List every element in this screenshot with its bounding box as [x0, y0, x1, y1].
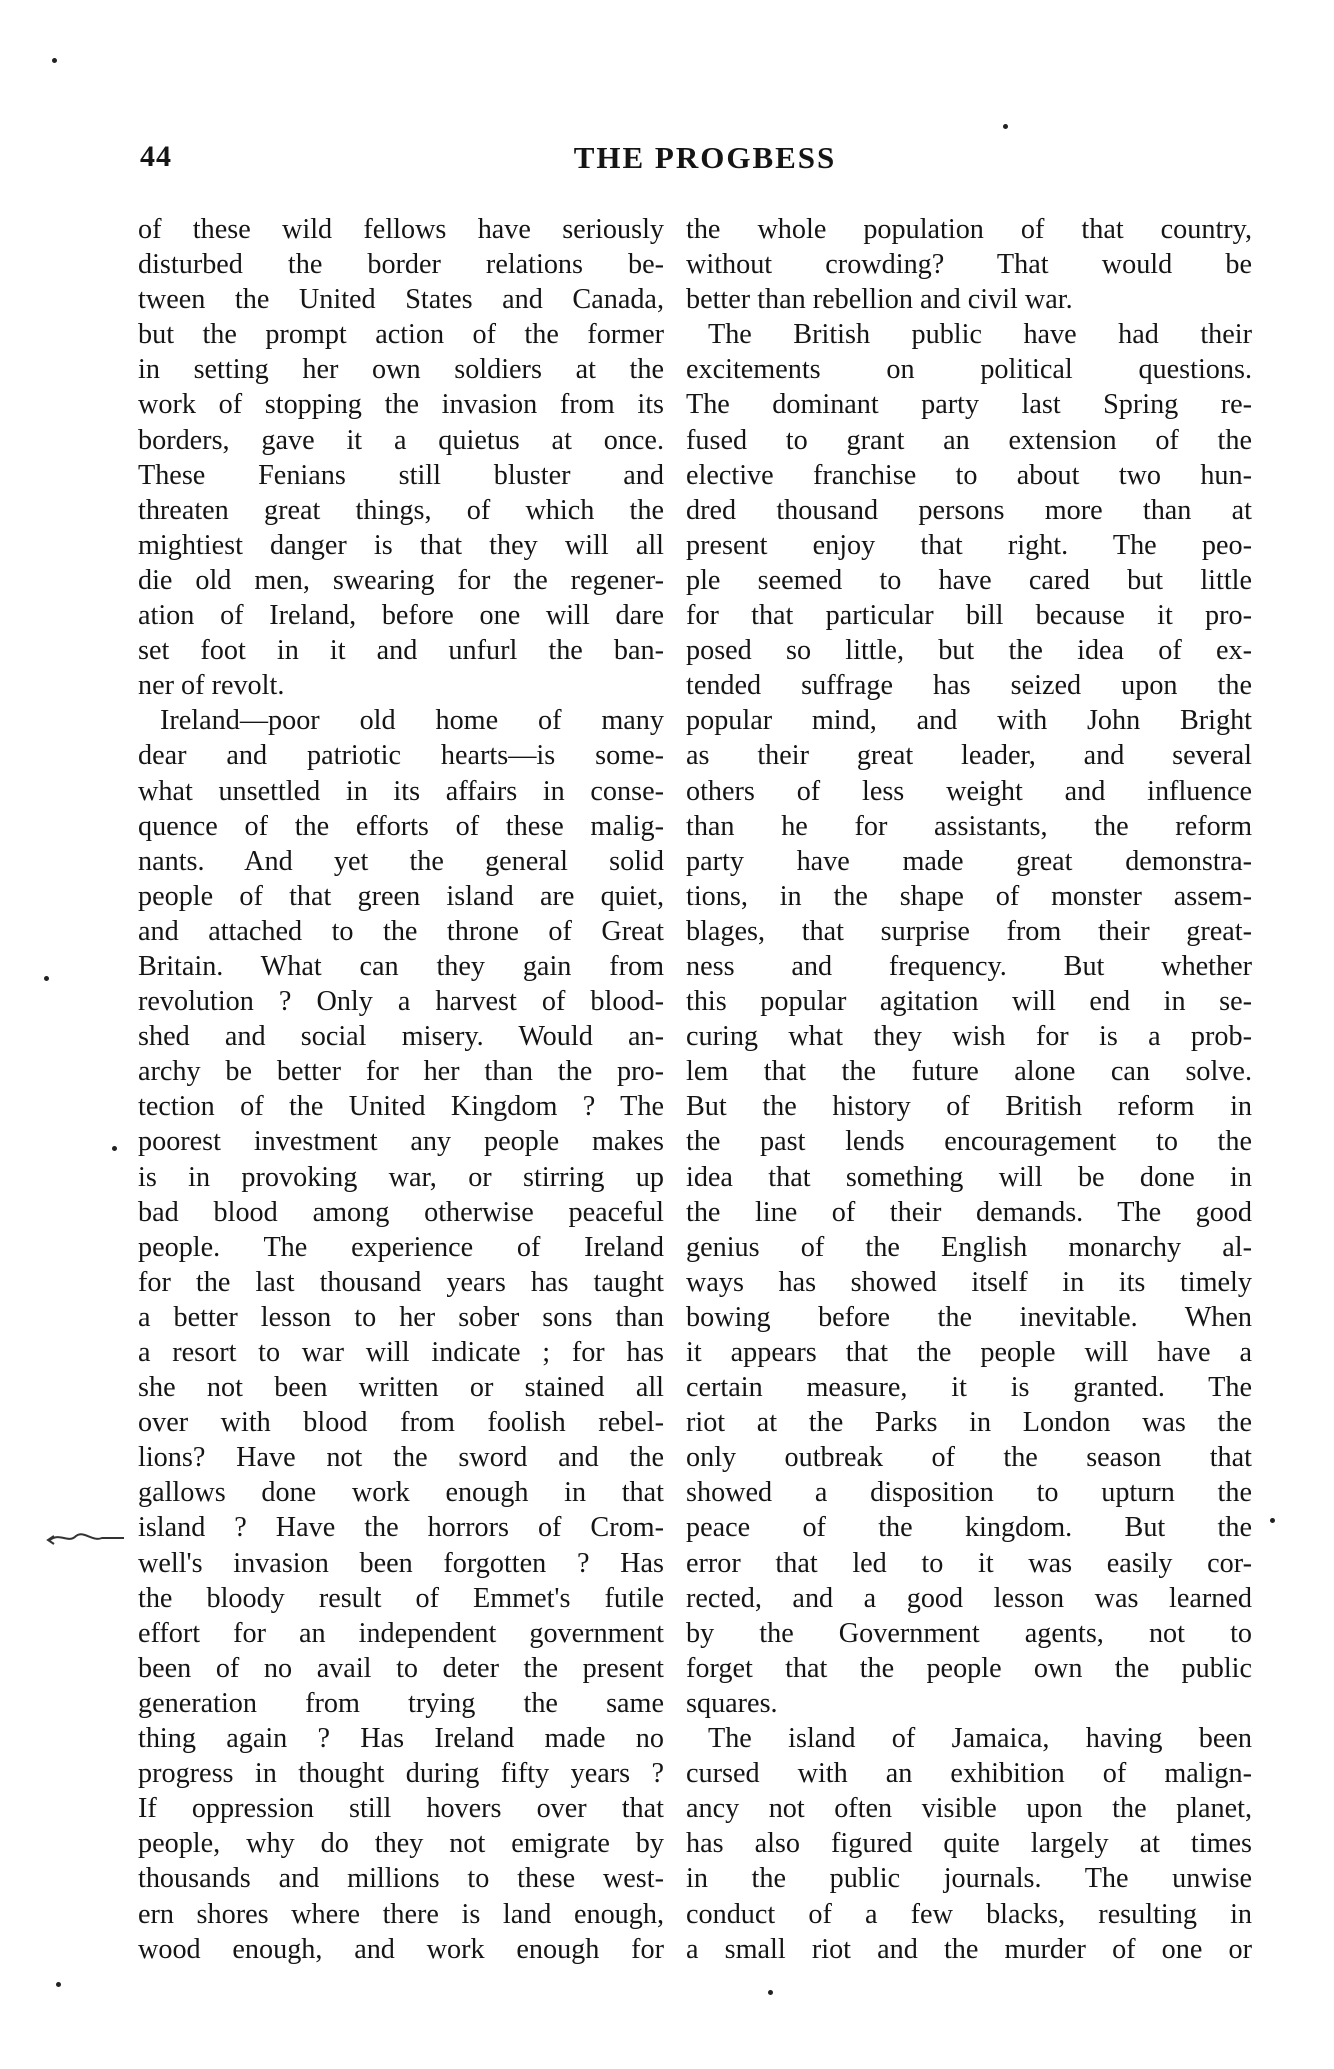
- text-line: But the history of British reform in: [686, 1091, 1252, 1123]
- text-line: a resort to war will indicate ; for has: [138, 1337, 664, 1368]
- text-line: posed so little, but the idea of ex-: [686, 635, 1252, 667]
- text-line: tween the United States and Canada,: [138, 284, 664, 316]
- text-line: quence of the efforts of these malig-: [138, 810, 664, 842]
- text-line: progress in thought during fifty years ?: [138, 1758, 664, 1790]
- text-line: lem that the future alone can solve.: [686, 1056, 1252, 1088]
- text-line: people. The experience of Ireland: [138, 1231, 664, 1263]
- text-line: die old men, swearing for the regener-: [138, 564, 664, 596]
- text-line: tection of the United Kingdom ? The: [138, 1091, 664, 1123]
- text-line: forget that the people own the public: [686, 1652, 1252, 1684]
- text-line: Ireland—poor old home of many: [160, 705, 664, 737]
- text-line: thing again ? Has Ireland made no: [138, 1723, 664, 1755]
- text-line: than he for assistants, the reform: [686, 810, 1252, 842]
- text-line: dred thousand persons more than at: [686, 494, 1252, 526]
- text-line: borders, gave it a quietus at once.: [138, 424, 664, 456]
- text-line: revolution ? Only a harvest of blood-: [138, 986, 664, 1018]
- text-line: poorest investment any people makes: [138, 1126, 664, 1158]
- text-line: nants. And yet the general solid: [138, 845, 664, 877]
- text-line: cursed with an exhibition of malign-: [686, 1758, 1252, 1790]
- text-line: genius of the English monarchy al-: [686, 1231, 1252, 1263]
- text-line: idea that something will be done in: [686, 1161, 1252, 1193]
- speck-mark: [1270, 1518, 1275, 1523]
- text-line: others of less weight and influence: [686, 775, 1252, 807]
- text-line: generation from trying the same: [138, 1687, 664, 1719]
- text-line: archy be better for her than the pro-: [138, 1056, 664, 1088]
- text-line: Britain. What can they gain from: [138, 950, 664, 982]
- text-line: but the prompt action of the former: [138, 319, 664, 351]
- text-line: the line of their demands. The good: [686, 1196, 1252, 1228]
- text-line: as their great leader, and several: [686, 740, 1252, 772]
- speck-mark: [768, 1990, 773, 1995]
- page-number: 44: [140, 140, 172, 173]
- text-line: only outbreak of the season that: [686, 1442, 1252, 1474]
- text-line: bowing before the inevitable. When: [686, 1301, 1252, 1333]
- text-line: gallows done work enough in that: [138, 1477, 664, 1509]
- text-line: it appears that the people will have a: [686, 1337, 1252, 1368]
- speck-mark: [112, 1146, 117, 1151]
- text-line: wood enough, and work enough for: [138, 1933, 664, 1965]
- text-line: conduct of a few blacks, resulting in: [686, 1898, 1252, 1930]
- text-line: These Fenians still bluster and: [138, 459, 664, 491]
- text-line: island ? Have the horrors of Crom-: [138, 1512, 664, 1544]
- margin-pointing-hand-icon: [46, 1518, 126, 1558]
- text-line: over with blood from foolish rebel-: [138, 1407, 664, 1439]
- text-line: ation of Ireland, before one will dare: [138, 600, 664, 632]
- text-line: blages, that surprise from their great-: [686, 915, 1252, 947]
- text-line: fused to grant an extension of the: [686, 424, 1252, 456]
- text-line: present enjoy that right. The peo-: [686, 529, 1252, 561]
- text-line: the whole population of that country,: [686, 214, 1252, 245]
- text-line: tended suffrage has seized upon the: [686, 670, 1252, 702]
- text-line: rected, and a good lesson was learned: [686, 1582, 1252, 1614]
- text-line: people, why do they not emigrate by: [138, 1828, 664, 1860]
- text-line: better than rebellion and civil war.: [686, 284, 1073, 316]
- text-line: what unsettled in its affairs in conse-: [138, 775, 664, 807]
- text-line: The British public have had their: [708, 319, 1252, 351]
- text-line: shed and social misery. Would an-: [138, 1021, 664, 1053]
- text-line: bad blood among otherwise peaceful: [138, 1196, 664, 1228]
- text-line: showed a disposition to upturn the: [686, 1477, 1252, 1509]
- text-line: mightiest danger is that they will all: [138, 529, 664, 561]
- text-line: she not been written or stained all: [138, 1372, 664, 1404]
- text-line: people of that green island are quiet,: [138, 880, 664, 912]
- text-line: party have made great demonstra-: [686, 845, 1252, 877]
- text-line: ness and frequency. But whether: [686, 950, 1252, 982]
- text-line: of these wild fellows have seriously: [138, 214, 664, 245]
- text-line: curing what they wish for is a prob-: [686, 1021, 1252, 1053]
- left-text-column: [138, 212, 664, 1967]
- right-text-column: [686, 212, 1252, 1967]
- text-line: ways has showed itself in its timely: [686, 1266, 1252, 1298]
- speck-mark: [1003, 124, 1008, 129]
- speck-mark: [52, 58, 57, 63]
- text-line: lions? Have not the sword and the: [138, 1442, 664, 1474]
- text-line: dear and patriotic hearts—is some-: [138, 740, 664, 772]
- text-line: ancy not often visible upon the planet,: [686, 1793, 1252, 1825]
- text-line: set foot in it and unfurl the ban-: [138, 635, 664, 667]
- text-line: If oppression still hovers over that: [138, 1793, 664, 1825]
- text-line: this popular agitation will end in se-: [686, 986, 1252, 1018]
- text-line: threaten great things, of which the: [138, 494, 664, 526]
- text-line: been of no avail to deter the present: [138, 1652, 664, 1684]
- speck-mark: [44, 976, 49, 981]
- text-line: peace of the kingdom. But the: [686, 1512, 1252, 1544]
- text-line: the bloody result of Emmet's futile: [138, 1582, 664, 1614]
- text-line: elective franchise to about two hun-: [686, 459, 1252, 491]
- page-header: [140, 140, 1270, 186]
- text-line: the past lends encouragement to the: [686, 1126, 1252, 1158]
- text-line: tions, in the shape of monster assem-: [686, 880, 1252, 912]
- text-line: work of stopping the invasion from its: [138, 389, 664, 421]
- text-line: for that particular bill because it pro-: [686, 600, 1252, 632]
- text-line: excitements on political questions.: [686, 354, 1252, 386]
- text-line: thousands and millions to these west-: [138, 1863, 664, 1895]
- text-line: ern shores where there is land enough,: [138, 1898, 664, 1930]
- text-line: riot at the Parks in London was the: [686, 1407, 1252, 1439]
- text-line: squares.: [686, 1687, 778, 1719]
- text-line: has also figured quite largely at times: [686, 1828, 1252, 1860]
- text-line: effort for an independent government: [138, 1617, 664, 1649]
- text-line: is in provoking war, or stirring up: [138, 1161, 664, 1193]
- text-line: well's invasion been forgotten ? Has: [138, 1547, 664, 1579]
- text-line: a small riot and the murder of one or: [686, 1933, 1252, 1965]
- text-line: by the Government agents, not to: [686, 1617, 1252, 1649]
- text-line: in setting her own soldiers at the: [138, 354, 664, 386]
- text-line: and attached to the throne of Great: [138, 915, 664, 947]
- text-line: a better lesson to her sober sons than: [138, 1301, 664, 1333]
- text-line: in the public journals. The unwise: [686, 1863, 1252, 1895]
- speck-mark: [56, 1982, 61, 1987]
- text-line: The island of Jamaica, having been: [708, 1723, 1252, 1755]
- text-line: certain measure, it is granted. The: [686, 1372, 1252, 1404]
- text-line: without crowding? That would be: [686, 249, 1252, 281]
- text-line: popular mind, and with John Bright: [686, 705, 1252, 737]
- text-line: The dominant party last Spring re-: [686, 389, 1252, 421]
- text-line: error that led to it was easily cor-: [686, 1547, 1252, 1579]
- text-line: ner of revolt.: [138, 670, 285, 702]
- text-line: disturbed the border relations be-: [138, 249, 664, 281]
- text-line: for the last thousand years has taught: [138, 1266, 664, 1298]
- running-title: THE PROGBESS: [573, 140, 837, 175]
- text-line: ple seemed to have cared but little: [686, 564, 1252, 596]
